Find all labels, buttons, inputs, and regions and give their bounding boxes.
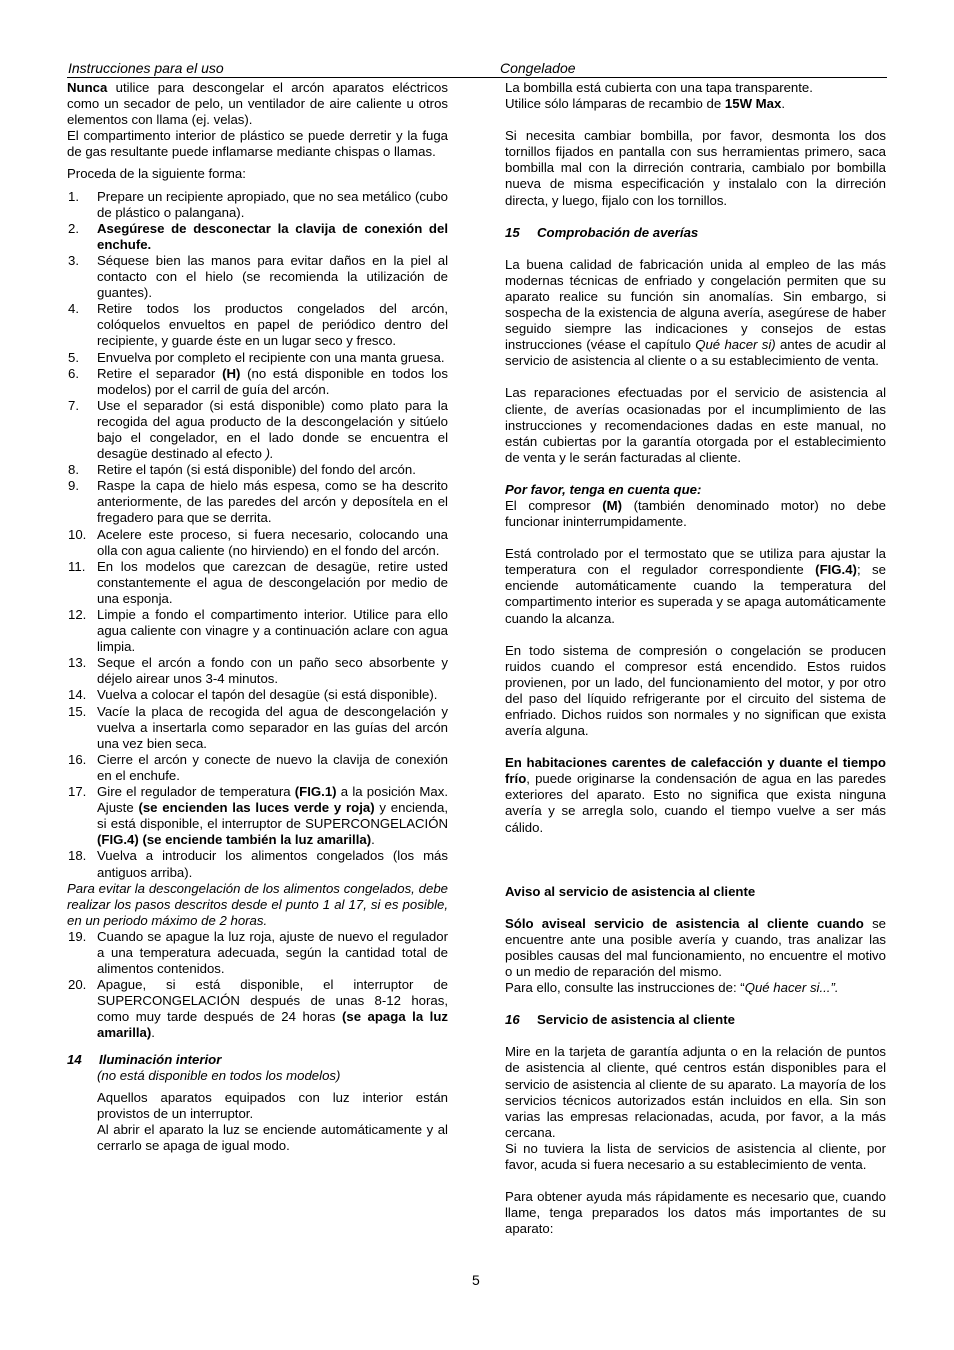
header-title-left: Instrucciones para el uso bbox=[68, 60, 224, 76]
list-item: 12. Limpie a fondo el compartimento interior. Utilice para ello agua caliente con vinagre y a continuación aclare con agua limpia. bbox=[68, 607, 448, 655]
list-item: 2. Asegúrese de desconectar la clavija de conexión del enchufe. bbox=[68, 220, 448, 252]
list-item: 11. En los modelos que carezcan de desagüe, retire usted constantemente el agua de descongelación por medio de una esponja. bbox=[68, 558, 448, 606]
intro-paragraph: Nunca utilice para descongelar el arcón aparatos eléctricos como un secador de pelo, un ventilador de aire caliente u otros elementos con llama (ej. velas). bbox=[67, 80, 448, 128]
proceed-text: Proceda de la siguiente forma: bbox=[67, 166, 246, 182]
service-notice-ref: Para ello, consulte las instrucciones de: “Qué hacer si...”. bbox=[505, 980, 839, 996]
thermostat-text: Está controlado por el termostato que se utiliza para ajustar la temperatura con el regulador correspondiente (FIG.4); se enciende automáticamente cuando la temperatura del compartimento interior es superada y se apaga automáticamente cuando la alcanza. bbox=[505, 546, 886, 626]
section-15-heading: 15 Comprobación de averías bbox=[505, 224, 699, 240]
right-column bbox=[505, 80, 886, 1237]
call-info-text: Para obtener ayuda más rápidamente es necesario que, cuando llame, tenga preparados los datos más importantes de su aparato: bbox=[505, 1189, 886, 1237]
section-16-heading: 16 Servicio de asistencia al cliente bbox=[505, 1012, 735, 1028]
list-item: 15. Vacíe la placa de recogida del agua de descongelación y vuelva a insertarla como separador en las guías del arcón una vez bien seca. bbox=[68, 703, 448, 751]
compressor-text: El compresor (M) (también denominado motor) no debe funcionar ininterrumpidamente. bbox=[505, 497, 886, 530]
section-14-heading: 14 Iluminación interior bbox=[67, 1051, 222, 1067]
list-item: 4. Retire todos los productos congelados del arcón, colóquelos envueltos en papel de periódico dentro del recipiente, y guarde éste en un lugar seco y fresco. bbox=[68, 301, 448, 349]
page-number: 5 bbox=[472, 1272, 480, 1288]
defrost-steps-final bbox=[67, 929, 448, 1042]
running-header bbox=[67, 58, 887, 78]
list-item: 1. Prepare un recipiente apropiado, que no sea metálico (cubo de plástico o palangana). bbox=[68, 188, 448, 220]
list-item: 8. Retire el tapón (si está disponible) del fondo del arcón. bbox=[68, 462, 416, 478]
service-notice-text: Sólo aviseal servicio de asistencia al cliente cuando se encuentre ante una posible avería y cuando, tras analizar las posibles causas del mal funcionamiento, no encuentre el motivo o un medio de reparación del mismo. bbox=[505, 915, 886, 980]
list-item: 3. Séquese bien las manos para evitar daños en la piel al contacto con el hielo (se recomienda la utilización de guantes). bbox=[68, 252, 448, 301]
section-14-paragraph-2: Al abrir el aparato la luz se enciende automáticamente y al cerrarlo se apaga de igual modo. bbox=[97, 1121, 448, 1153]
no-list-text: Si no tuviera la lista de servicios de asistencia al cliente, por favor, acuda si fuera necesario a su establecimiento de venta. bbox=[505, 1140, 886, 1172]
list-item: 16. Cierre el arcón y conecte de nuevo la clavija de conexión en el enchufe. bbox=[68, 751, 448, 783]
list-item: 17. Gire el regulador de temperatura (FIG.1) a la posición Max. Ajuste (se encienden las luces verde y roja) y encienda, si está disponible, el interruptor de SUPERCONGELACIÓN (FIG.4) (se enciende también la luz amarilla). bbox=[68, 784, 448, 848]
italic-note: Para evitar la descongelación de los alimentos congelados, debe realizar los pasos descritos desde el punto 1 al 17, si es posible, en un periodo máximo de 2 horas. bbox=[67, 880, 448, 928]
section-14-paragraph: Aquellos aparatos equipados con luz interior están provistos de un interruptor. bbox=[97, 1089, 448, 1121]
list-item: 14. Vuelva a colocar el tapón del desagüe (si está disponible). bbox=[68, 687, 438, 703]
list-item: 20. Apague, si está disponible, el interruptor de SUPERCONGELACIÓN después de unas 8-12 horas, como muy tarde después de 24 horas (se apaga la luz amarilla). bbox=[68, 977, 448, 1041]
noise-text: En todo sistema de compresión o congelación se producen ruidos cuando el compresor está encendido. Estos ruidos provienen, por un lado, del funcionamiento del motor, y por otro del paso del líquido refrigerante por el circuito del sistema de enfriado. Dichos ruidos son normales y no significan que exista avería alguna. bbox=[505, 642, 886, 739]
header-title-right: Congeladoe bbox=[500, 60, 576, 76]
list-item: 10. Acelere este proceso, si fuera necesario, colocando una olla con agua caliente (no hirviendo) en el fondo del arcón. bbox=[68, 526, 448, 558]
list-item: 7. Use el separador (si está disponible) como plato para la recogida del agua producto de la descongelación y sitúelo bajo el congelador, en el lado donde se encuentra el desagüe destinado al efecto ). bbox=[68, 397, 448, 462]
condensation-text: En habitaciones carentes de calefacción y duante el tiempo frío, puede originarse la condensación de agua en las paredes exteriores del aparato. Esto no significa que exista ninguna avería y se arregla solo, cuando el tiempo vuelve a ser más cálido. bbox=[505, 755, 886, 835]
list-item: 9. Raspe la capa de hielo más espesa, como se ha descrito anteriormente, de las paredes del arcón y deposítela en el fregadero para que se derrita. bbox=[68, 478, 448, 526]
bulb-replace-text: Si necesita cambiar bombilla, por favor, desmonta los dos tornillos fijados en pantalla con sus herramientas primero, saca bombilla mal con la dirreción contraria, cambialo por bombilla nueva de misma especificación y instalalo con la dirreción directa, y luego, fijalo con los tornillos. bbox=[505, 128, 886, 208]
service-notice-heading: Aviso al servicio de asistencia al cliente bbox=[505, 883, 756, 899]
list-item: 13. Seque el arcón a fondo con un paño seco absorbente y déjelo airear unos 3-4 minutos. bbox=[68, 655, 448, 687]
list-item: 5. Envuelva por completo el recipiente con una manta gruesa. bbox=[68, 349, 445, 365]
warranty-card-text: Mire en la tarjeta de garantía adjunta o en la relación de puntos de asistencia al cliente, qué centros están disponibles para el servicio de asistencia al cliente de su aparato. La mayoría de los servicios técnicos autorizados están incluidos en ella. Sin son varias las empresas relacionadas, acuda, por favor, a la más cercana. bbox=[505, 1044, 886, 1140]
note-heading: Por favor, tenga en cuenta que: bbox=[505, 481, 702, 497]
fault-check-text: La buena calidad de fabricación unida al empleo de las más modernas técnicas de enfriado y congelación permiten que su aparato realice su función sin anomalías. Sin embargo, si sospecha de la existencia de alguna avería, asegúrese de haber seguido siempre las indicaciones y consejos de estas instrucciones (véase el capítulo Qué hacer si) antes de acudir al servicio de asistencia al cliente o a su establecimiento de venta. bbox=[505, 256, 886, 369]
defrost-steps bbox=[67, 189, 448, 881]
bulb-spec-text: Utilice sólo lámparas de recambio de 15W Max. bbox=[505, 96, 786, 112]
bulb-cover-text: La bombilla está cubierta con una tapa transparente. bbox=[505, 80, 813, 95]
list-item: 18. Vuelva a introducir los alimentos congelados (los más antiguos arriba). bbox=[68, 848, 448, 880]
list-item: 6. Retire el separador (H) (no está disponible en todos los modelos) por el carril de guía del arcón. bbox=[68, 365, 448, 397]
section-14-subtitle: (no está disponible en todos los modelos) bbox=[97, 1067, 341, 1083]
list-item: 19. Cuando se apague la luz roja, ajuste de nuevo el regulador a una temperatura adecuada, según la cantidad total de alimentos contenidos. bbox=[68, 928, 448, 977]
intro-paragraph-2: El compartimento interior de plástico se puede derretir y la fuga de gas resultante puede inflamarse mediante chispas o llamas. bbox=[67, 128, 448, 160]
repairs-text: Las reparaciones efectuadas por el servicio de asistencia al cliente, de averías ocasionadas por el incumplimiento de las instrucciones y recomendaciones dadas en este manual, no están cubiertas por la garantía otorgada por el establecimiento de venta y le serán facturadas al cliente. bbox=[505, 385, 886, 465]
left-column bbox=[67, 80, 448, 1154]
